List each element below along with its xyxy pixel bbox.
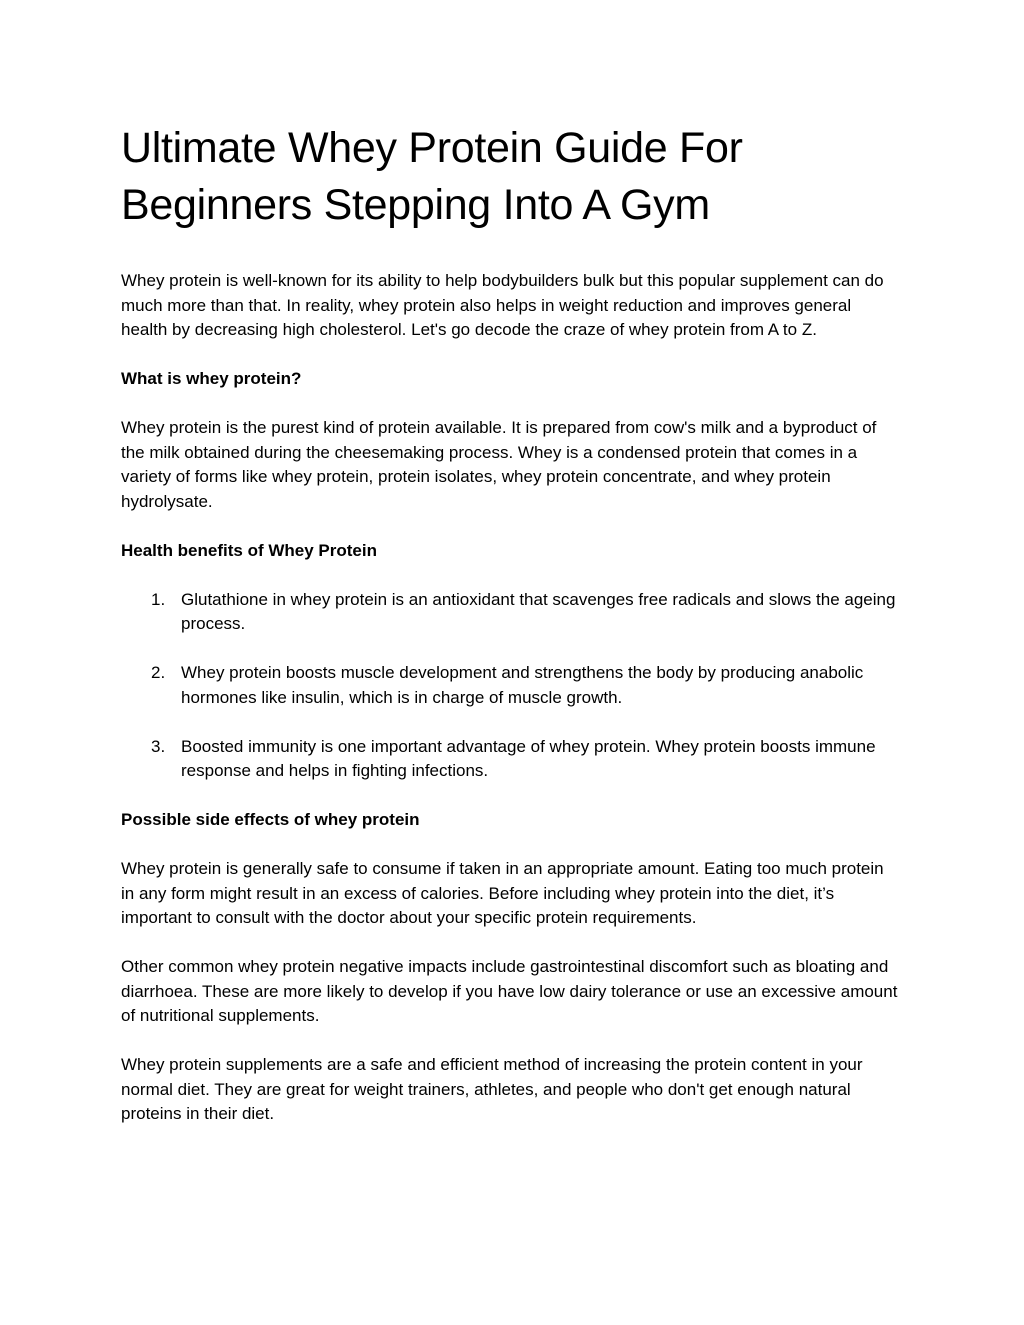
what-is-paragraph: Whey protein is the purest kind of protein available. It is prepared from cow's milk and a byproduct of the milk obtained during the cheesemaking process. Whey is a condensed protein that comes in a variety of forms like whey protein, protein isolates, whey protein concentrate, and whey protein hydrolysate. <box>121 418 877 511</box>
section-heading-benefits: Health benefits of Whey Protein <box>121 540 377 560</box>
list-item-text: Whey protein boosts muscle development and strengthens the body by producing anabolic hormones like insulin, which is in charge of muscle growth. <box>181 663 864 707</box>
list-item-number: 1. <box>151 589 166 609</box>
list-item <box>121 588 901 637</box>
benefits-list <box>121 588 901 784</box>
negative-impacts-paragraph: Other common whey protein negative impacts include gastrointestinal discomfort such as bloating and diarrhoea. These are more likely to develop if you have low dairy tolerance or use an excessive amount of nutritional supplements. <box>121 957 898 1025</box>
list-item <box>121 661 901 710</box>
intro-paragraph: Whey protein is well-known for its ability to help bodybuilders bulk but this popular supplement can do much more than that. In reality, whey protein also helps in weight reduction and improves general health by decreasing high cholesterol. Let's go decode the craze of whey protein from A to Z. <box>121 271 884 339</box>
section-heading-what-is: What is whey protein? <box>121 369 302 388</box>
list-item-number: 3. <box>151 736 166 756</box>
document-page <box>121 120 901 1151</box>
section-heading-side-effects: Possible side effects of whey protein <box>121 810 420 829</box>
list-item-text: Boosted immunity is one important advantage of whey protein. Whey protein boosts immune response and helps in fighting infections. <box>181 736 876 780</box>
list-item-number: 2. <box>151 663 166 682</box>
list-item <box>121 735 901 784</box>
side-effects-paragraph: Whey protein is generally safe to consume if taken in an appropriate amount. Eating too much protein in any form might result in an excess of calories. Before including whey protein into the diet, it’s important to consult with the doctor about your specific protein requirements. <box>121 859 884 927</box>
list-item-text: Glutathione in whey protein is an antioxidant that scavenges free radicals and slows the ageing process. <box>181 589 896 633</box>
conclusion-paragraph: Whey protein supplements are a safe and efficient method of increasing the protein content in your normal diet. They are great for weight trainers, athletes, and people who don't get enough natural proteins in their diet. <box>121 1055 863 1123</box>
document-title: Ultimate Whey Protein Guide For Beginners Stepping Into A Gym <box>121 124 743 229</box>
